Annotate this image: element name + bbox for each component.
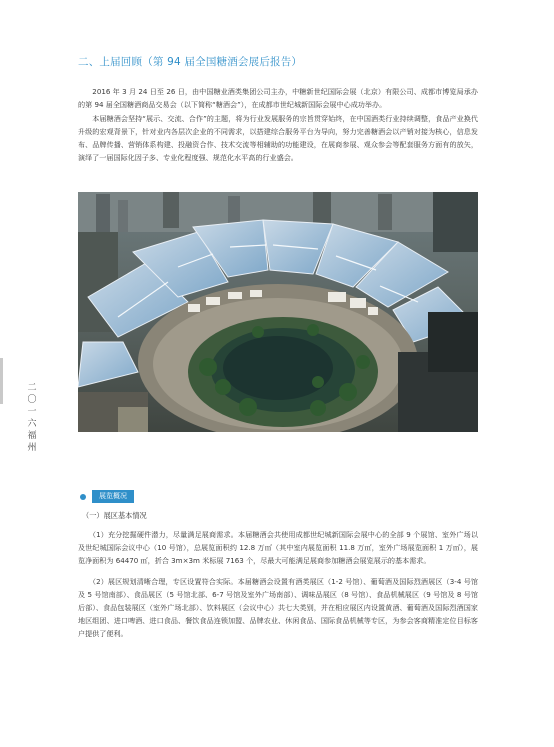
sidebar-char: 福 [27, 431, 37, 441]
section-title: 二、上届回顾（第 94 届全国糖酒会展后报告） [78, 56, 303, 68]
sidebar-char: 二 [27, 383, 37, 393]
sidebar-char: 一 [27, 407, 37, 417]
vertical-sidebar-label [26, 382, 38, 454]
sidebar-char: 六 [27, 419, 37, 429]
sidebar-char: 州 [27, 443, 37, 453]
body-paragraph-1: （1）充分挖掘硬件潜力，尽量满足展商需求。本届糖酒会共使用成都世纪城新国际会展中心的全部 9 个展馆、室外广场以及世纪城国际会议中心（10 号馆），总展览面积约 12.8 万㎡（其中室内展览面积 11.8 万㎡，室外广场展览面积 1 万㎡），展览净面积为 64470 ㎡，折合 3m×3m 米标展 7163 个，尽最大可能满足展商参加糖酒会展览展示的基本需求。 [78, 530, 478, 565]
section-badge: 展览概况 [92, 490, 134, 503]
subheading: （一）展区基本情况 [82, 511, 147, 520]
side-tab-bar [0, 358, 3, 404]
sidebar-char: 〇 [27, 395, 37, 405]
bullet-dot-icon [80, 494, 86, 500]
intro-paragraph-1: 2016 年 3 月 24 日至 26 日，由中国糖业酒类集团公司主办，中糖新世纪国际会展（北京）有限公司、成都市博览局承办的第 94 届全国糖酒商品交易会（以下简称“糖酒会”），在成都市世纪城新国际会展中心成功举办。 [78, 87, 478, 109]
body-paragraph-2: （2）展区规划清晰合理，专区设置符合实际。本届糖酒会设置有酒类展区（1-2 号馆）、葡萄酒及国际烈酒展区（3-4 号馆及 5 号馆南部）、食品展区（5 号馆北部、6-7 号馆及室外广场南部）、调味品展区（8 号馆）、食品机械展区（9 号馆及 8 号馆后部）、食品包装展区（室外广场北部）、饮料展区（会议中心）共七大类别，并在相应展区内设置黄酒、葡萄酒及国际烈酒国家地区组团、进口啤酒、进口食品、餐饮食品连锁加盟、品牌农业、休闲食品、国际食品机械等专区，为参会客商精准定位目标客户提供了便利。 [78, 577, 478, 638]
exhibition-center-aerial-photo [78, 192, 478, 432]
intro-paragraph-2: 本届糖酒会坚持“展示、交流、合作”的主题，将为行业发展服务的宗旨贯穿始终，在中国酒类行业持续调整，食品产业换代升级的宏观背景下，针对业内各层次企业的不同需求，以搭建综合服务平台为导向，努力完善糖酒会以产销对接为核心，信息发布、品牌传播、营销体系构建、投融资合作、技术交流等相辅助的功能建设，在展商参展、观众参会等配套服务方面有的放矢，演绎了一届国际化因子多、专业化程度强、规范化水平高的行业盛会。 [78, 114, 478, 162]
section-badge-row [80, 490, 134, 503]
